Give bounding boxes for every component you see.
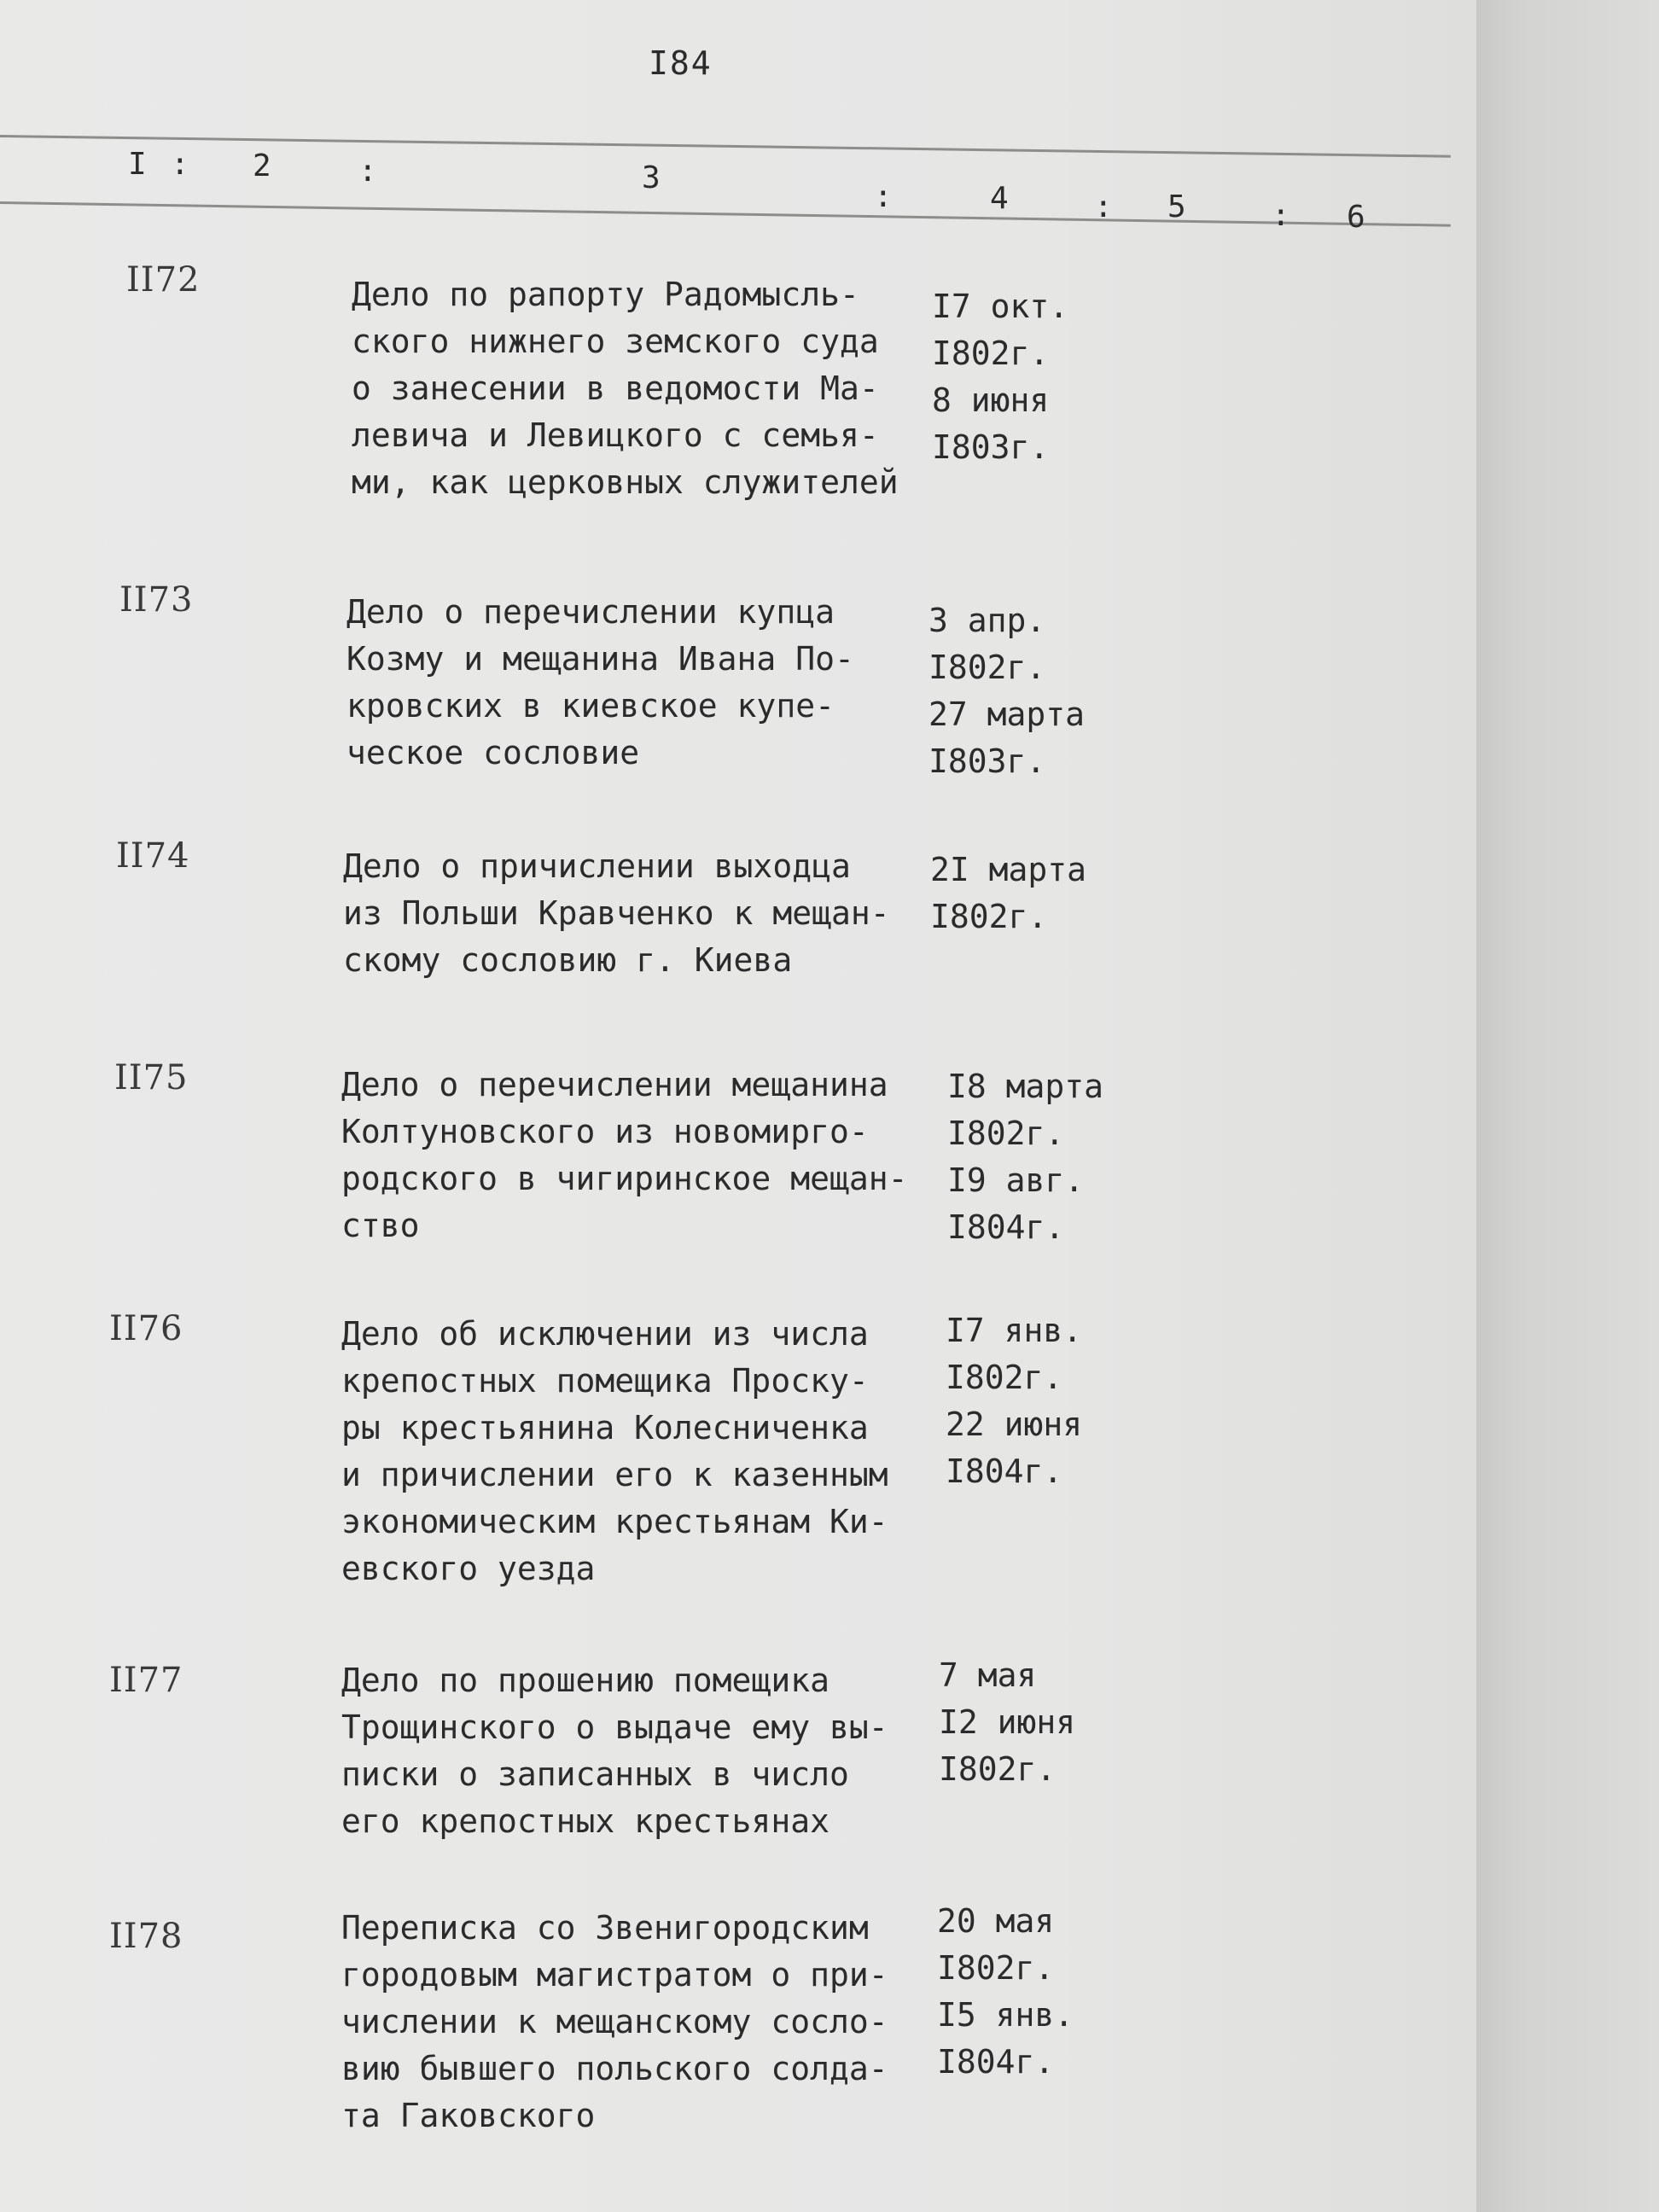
date-line: I803г.	[928, 742, 1046, 780]
date-line: I802г.	[932, 335, 1050, 372]
date-line: I2 июня	[939, 1703, 1076, 1741]
page-shadow-edge	[1476, 0, 1659, 2212]
column-header-separator: :	[874, 179, 893, 214]
entry-line: Дело о перечислении мещанина	[341, 1066, 888, 1103]
entry-line: его крепостных крестьянах	[341, 1802, 830, 1840]
column-header-5: 5	[1167, 189, 1186, 224]
column-header-4: 4	[990, 181, 1009, 216]
entry-line: экономическим крестьянам Ки-	[341, 1503, 888, 1540]
entry-dates	[930, 847, 1086, 940]
entry-number: II76	[109, 1309, 183, 1348]
column-header-separator: :	[358, 154, 377, 189]
date-line: I7 янв.	[946, 1312, 1083, 1349]
entry-description	[341, 1062, 939, 1249]
entry-dates	[946, 1307, 1082, 1495]
entry-description	[341, 1311, 939, 1592]
date-line: I804г.	[937, 2043, 1055, 2081]
entry-line: родского в чигиринское мещан-	[341, 1160, 908, 1197]
page-number: I84	[649, 44, 713, 82]
entry-dates	[947, 1063, 1103, 1251]
date-line: I8 марта	[947, 1068, 1104, 1105]
date-line: I803г.	[932, 428, 1050, 466]
date-line: 22 июня	[946, 1406, 1083, 1443]
entry-line: ского нижнего земского суда	[352, 323, 879, 360]
entry-number: II73	[119, 580, 194, 620]
entry-line: скому сословию г. Киева	[343, 941, 793, 979]
entry-line: крепостных помещика Проску-	[341, 1362, 869, 1400]
date-line: 8 июня	[932, 381, 1050, 419]
entry-line: вию бывшего польского солда-	[341, 2050, 888, 2087]
date-line: I804г.	[947, 1208, 1065, 1246]
entry-line: Переписка со Звенигородским	[341, 1909, 869, 1947]
entry-line: Дело по прошению помещика	[341, 1662, 830, 1699]
entry-description	[341, 1905, 939, 2139]
entry-number: II72	[126, 260, 201, 300]
entry-line: и причислении его к казенным	[341, 1456, 888, 1493]
entry-dates	[939, 1652, 1075, 1793]
column-header-2: 2	[253, 148, 271, 183]
date-line: 2I марта	[930, 851, 1087, 888]
entry-line: кровских в киевское купе-	[346, 687, 835, 725]
entry-line: Козму и мещанина Ивана По-	[346, 640, 854, 678]
column-header-separator: :	[1094, 189, 1113, 224]
entry-line: из Польши Кравченко к мещан-	[343, 894, 890, 932]
date-line: 3 апр.	[928, 602, 1046, 639]
entry-dates	[937, 1898, 1074, 2086]
entry-line: ми, как церковных служителей	[352, 463, 899, 501]
entry-line: Дело о перечислении купца	[346, 593, 835, 631]
entry-line: левича и Левицкого с семья-	[352, 416, 879, 454]
date-line: I802г.	[946, 1359, 1063, 1396]
entry-description	[341, 1657, 939, 1845]
entry-line: та Гаковского	[341, 2097, 596, 2134]
column-header-separator: :	[1272, 198, 1290, 233]
column-header-3: 3	[642, 160, 661, 195]
entry-dates	[928, 597, 1085, 785]
date-line: I802г.	[928, 649, 1046, 686]
entry-line: писки о записанных в число	[341, 1755, 849, 1793]
entry-line: Дело о причислении выходца	[343, 847, 851, 885]
entry-line: Трощинского о выдаче ему вы-	[341, 1708, 888, 1746]
entry-line: ческое сословие	[346, 734, 640, 771]
date-line: 7 мая	[939, 1656, 1037, 1694]
entry-line: городовым магистратом о при-	[341, 1956, 888, 1994]
date-line: I7 окт.	[932, 288, 1069, 325]
entry-line: числении к мещанскому сосло-	[341, 2003, 888, 2040]
date-line: I802г.	[930, 898, 1048, 935]
entry-number: II78	[109, 1917, 183, 1956]
entry-line: ство	[341, 1207, 420, 1244]
column-header-1: I	[128, 147, 147, 182]
entry-line: ры крестьянина Колесниченка	[341, 1409, 869, 1447]
entry-line: Дело по рапорту Радомысль-	[352, 276, 859, 313]
date-line: I802г.	[947, 1115, 1065, 1152]
date-line: I9 авг.	[947, 1161, 1085, 1199]
entry-description	[346, 589, 944, 777]
date-line: I5 янв.	[937, 1996, 1074, 2034]
date-line: I804г.	[946, 1452, 1063, 1490]
date-line: I802г.	[939, 1750, 1057, 1788]
entry-line: Дело об исключении из числа	[341, 1315, 869, 1353]
entry-line: о занесении в ведомости Ма-	[352, 370, 879, 407]
date-line: I802г.	[937, 1949, 1055, 1987]
column-header-separator: :	[171, 147, 189, 182]
entry-dates	[932, 283, 1068, 471]
entry-number: II77	[109, 1661, 183, 1700]
entry-description	[343, 843, 940, 984]
entry-description	[352, 271, 949, 506]
column-header-6: 6	[1347, 200, 1365, 235]
entry-line: евского уезда	[341, 1550, 596, 1587]
date-line: 27 марта	[928, 696, 1086, 733]
entry-number: II74	[116, 836, 190, 876]
entry-line: Колтуновского из новомирго-	[341, 1113, 869, 1150]
date-line: 20 мая	[937, 1902, 1055, 1940]
entry-number: II75	[114, 1058, 189, 1097]
